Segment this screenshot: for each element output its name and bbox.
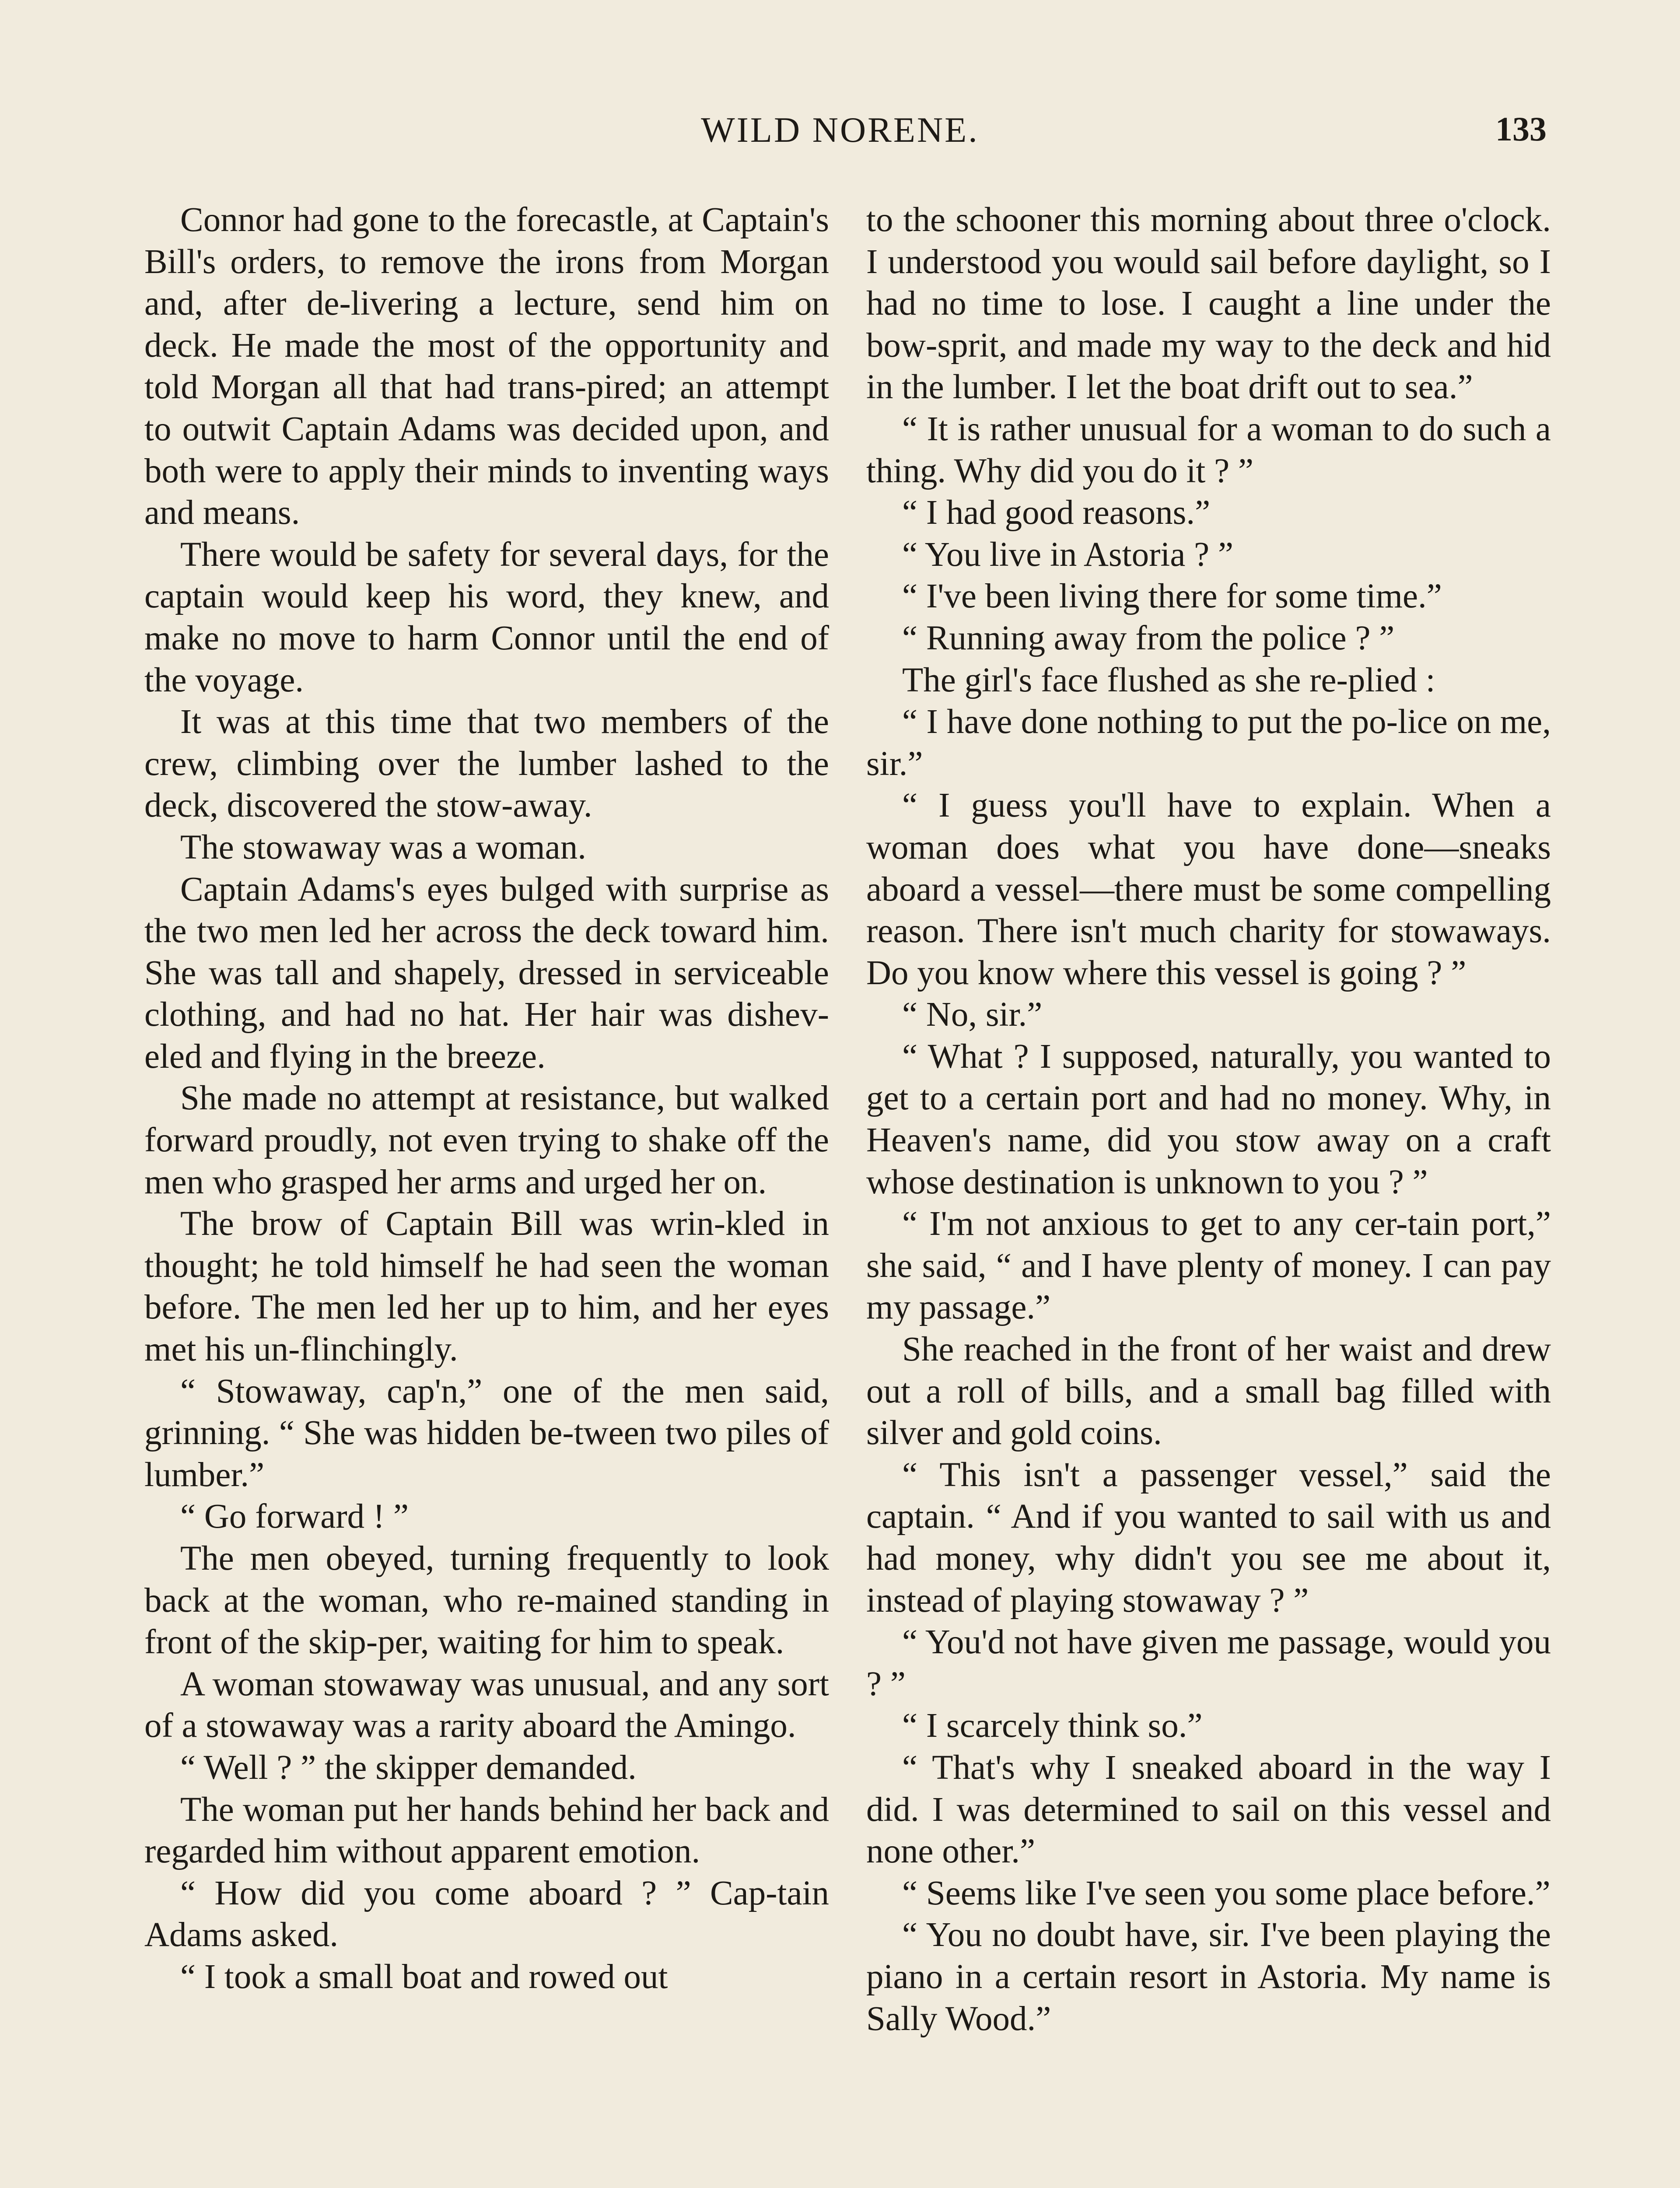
paragraph: “ No, sir.” [902, 996, 1043, 1034]
paragraph: “ This isn't a passenger vessel,” said the captain. “ And if you wanted to sail with us and had money, why didn't you see me about it, instead of playing stowaway ? ” [866, 1455, 1551, 1620]
paragraph: “ I've been living there for some time.” [902, 577, 1442, 616]
paragraph: The girl's face flushed as she re-plied : [902, 661, 1435, 699]
paragraph: “ Running away from the police ? ” [902, 619, 1395, 657]
paragraph: Connor had gone to the forecastle, at Captain's Bill's orders, to remove the irons from Morgan and, after de-livering a lecture, send him on deck. He made the most of the opportunity and told Morgan all that had trans-pired; an attempt to outwit Captain Adams was decided upon, and both were to apply their minds to inventing ways and means. [144, 201, 829, 532]
paragraph: “ That's why I sneaked aboard in the way I did. I was determined to sail on this vessel and none other.” [866, 1748, 1551, 1871]
paragraph: “ How did you come aboard ? ” Cap-tain Adams asked. [144, 1874, 829, 1954]
paragraph: “ Stowaway, cap'n,” one of the men said, grinning. “ She was hidden be-tween two piles of lumber.” [144, 1372, 829, 1494]
running-title: WILD NORENE. [701, 110, 979, 150]
paragraph: “ You live in Astoria ? ” [902, 535, 1234, 574]
paragraph: “ I scarcely think so.” [902, 1707, 1203, 1745]
paragraph: The brow of Captain Bill was wrin-kled in thought; he told himself he had seen the woman before. The men led her up to him, and her eyes met his un-flinchingly. [144, 1205, 829, 1369]
paragraph: She reached in the front of her waist and drew out a roll of bills, and a small bag filled with silver and gold coins. [866, 1330, 1551, 1452]
paragraph: “ Go forward ! ” [180, 1497, 409, 1536]
paragraph: The woman put her hands behind her back and regarded him without apparent emotion. [144, 1790, 829, 1871]
paragraph: She made no attempt at resistance, but walked forward proudly, not even trying to shake off the men who grasped her arms and urged her on. [144, 1079, 829, 1201]
paragraph: Captain Adams's eyes bulged with surprise as the two men led her across the deck toward him. She was tall and shapely, dressed in serviceable clothing, and had no hat. Her hair was dishev-eled and flying in the breeze. [144, 870, 829, 1076]
paragraph: “ Well ? ” the skipper demanded. [180, 1748, 637, 1787]
paragraph: “ I have done nothing to put the po-lice on me, sir.” [866, 703, 1551, 783]
page-number: 133 [1495, 110, 1547, 148]
paragraph: A woman stowaway was unusual, and any sort of a stowaway was a rarity aboard the Amingo. [144, 1665, 829, 1745]
paragraph: It was at this time that two members of the crew, climbing over the lumber lashed to the deck, discovered the stow-away. [144, 703, 829, 825]
paragraph: There would be safety for several days, for the captain would keep his word, they knew, and make no move to harm Connor until the end of the voyage. [144, 535, 829, 699]
paragraph: “ I'm not anxious to get to any cer-tain port,” she said, “ and I have plenty of money. I can pay my passage.” [866, 1205, 1551, 1327]
paragraph: “ You'd not have given me passage, would you ? ” [866, 1623, 1551, 1703]
paragraph: The men obeyed, turning frequently to look back at the woman, who re-mained standing in front of the skip-per, waiting for him to speak. [144, 1539, 829, 1662]
paragraph: “ I guess you'll have to explain. When a woman does what you have done—sneaks aboard a vessel—there must be some compelling reason. There isn't much charity for stowaways. Do you know where this vessel is going ? ” [866, 786, 1551, 992]
paragraph: to the schooner this morning about three o'clock. I understood you would sail before daylight, so I had no time to lose. I caught a line under the bow-sprit, and made my way to the deck and hid in the lumber. I let the boat drift out to sea.” [866, 201, 1551, 407]
paragraph: “ You no doubt have, sir. I've been playing the piano in a certain resort in Astoria. My name is Sally Wood.” [866, 1916, 1551, 2038]
right-text-column [866, 199, 1551, 2040]
paragraph: “ Seems like I've seen you some place before.” [902, 1874, 1550, 1912]
paragraph: The stowaway was a woman. [180, 828, 586, 866]
paragraph: “ What ? I supposed, naturally, you wanted to get to a certain port and had no money. Why, in Heaven's name, did you stow away on a craft whose destination is unknown to you ? ” [866, 1037, 1551, 1201]
paragraph: “ It is rather unusual for a woman to do such a thing. Why did you do it ? ” [866, 410, 1551, 490]
paragraph: “ I had good reasons.” [902, 494, 1211, 532]
page-header [0, 109, 1680, 162]
left-text-column [144, 199, 829, 1998]
paragraph: “ I took a small boat and rowed out [180, 1957, 668, 1996]
